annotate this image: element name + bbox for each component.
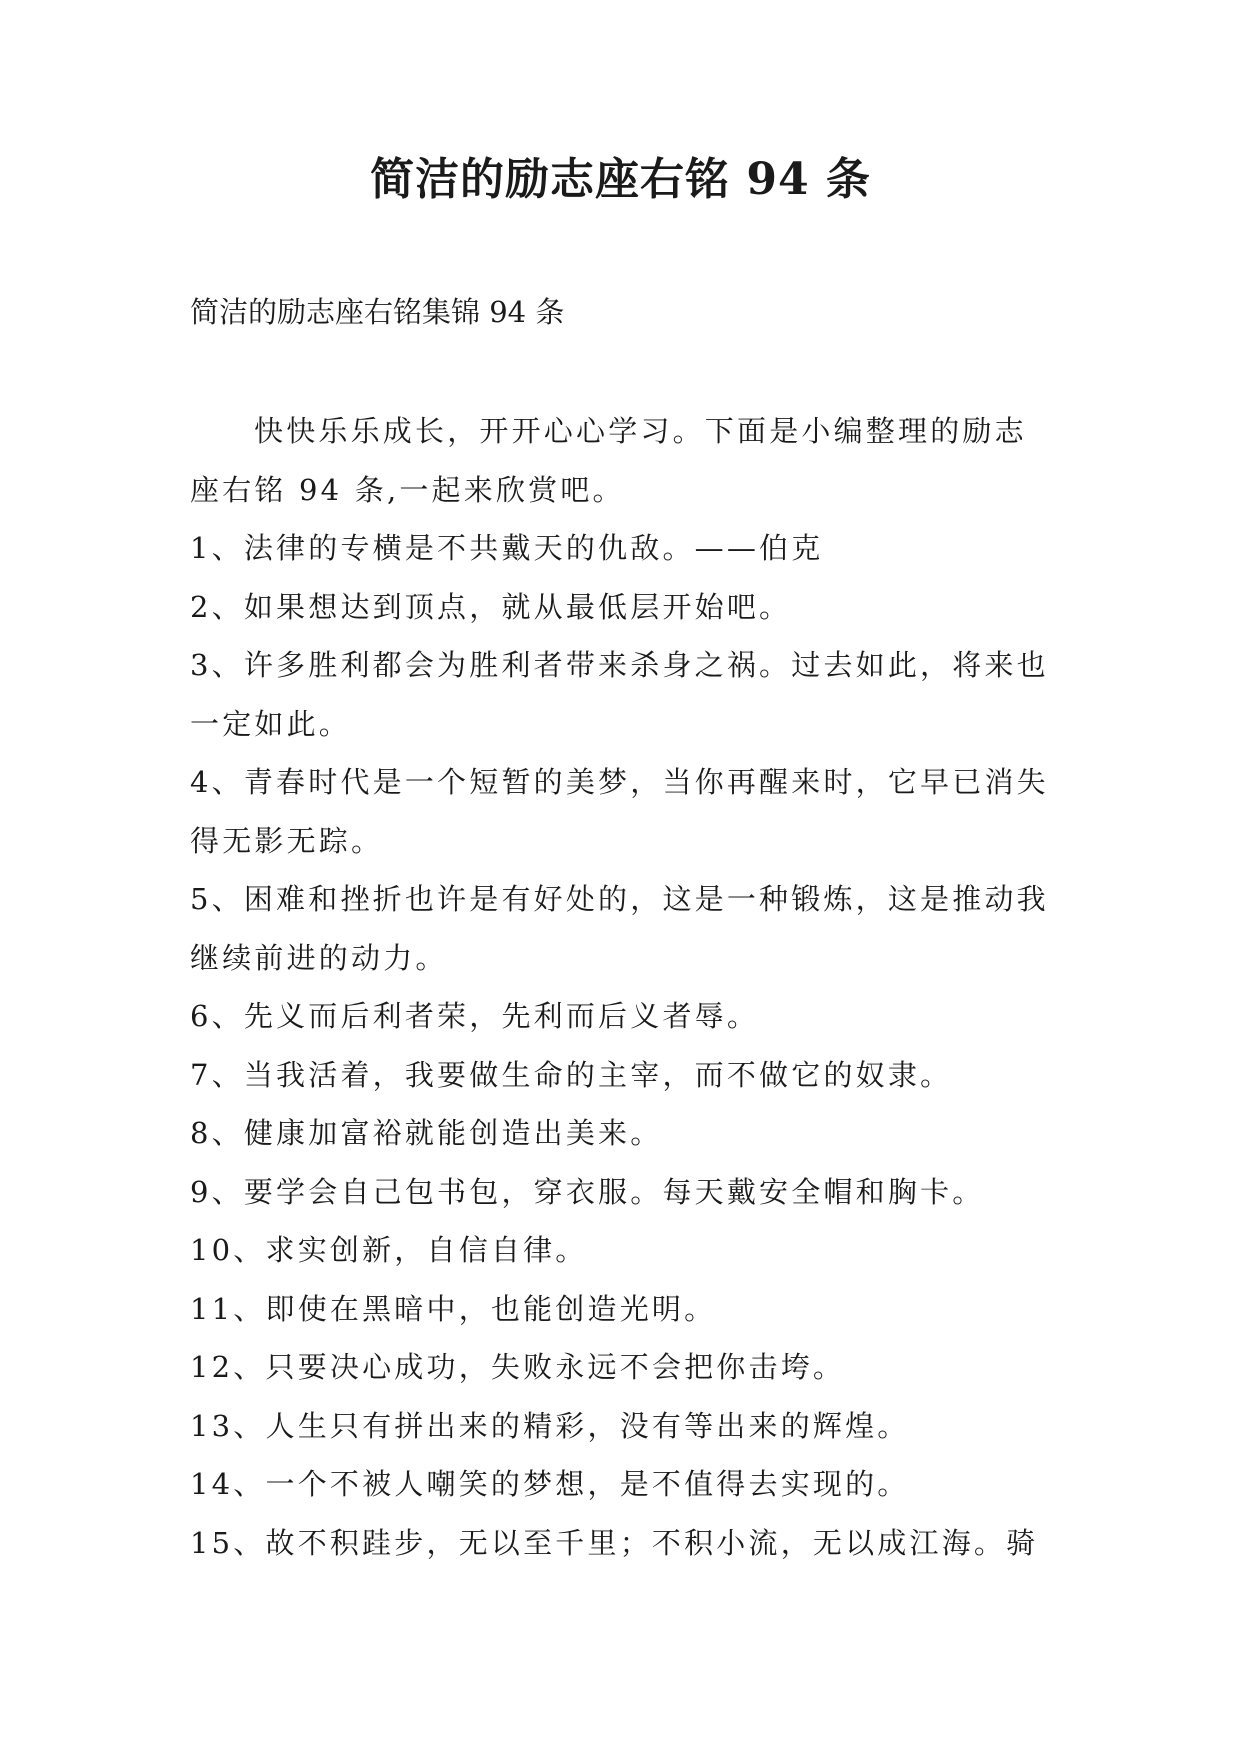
motto-item: 15、故不积跬步，无以至千里；不积小流，无以成江海。骑: [190, 1525, 1039, 1560]
motto-item: 1、法律的专横是不共戴天的仇敌。——伯克: [190, 531, 824, 565]
motto-item: 2、如果想达到顶点，就从最低层开始吧。: [190, 589, 792, 624]
motto-item: 9、要学会自己包书包，穿衣服。每天戴安全帽和胸卡。: [190, 1174, 985, 1209]
intro-paragraph: 快快乐乐成长，开开心心学习。下面是小编整理的励志座右铭 94 条,一起来欣赏吧。: [190, 414, 1027, 507]
motto-item: 3、许多胜利都会为胜利者带来杀身之祸。过去如此，将来也一定如此。: [190, 648, 1049, 741]
motto-item: 14、一个不被人嘲笑的梦想，是不值得去实现的。: [190, 1467, 910, 1501]
motto-item: 8、健康加富裕就能创造出美来。: [190, 1116, 663, 1150]
document-body: [190, 402, 1056, 1572]
motto-item: 10、求实创新，自信自律。: [190, 1233, 588, 1267]
motto-item: 11、即使在黑暗中，也能创造光明。: [190, 1291, 717, 1326]
document-title: 简洁的励志座右铭 94 条: [370, 154, 871, 205]
motto-item: 7、当我活着，我要做生命的主宰，而不做它的奴隶。: [190, 1057, 953, 1092]
motto-item: 13、人生只有拼出来的精彩，没有等出来的辉煌。: [190, 1408, 910, 1443]
motto-item: 6、先义而后利者荣，先利而后义者辱。: [190, 999, 760, 1033]
document-subtitle: 简洁的励志座右铭集锦 94 条: [190, 295, 565, 329]
motto-item: 4、青春时代是一个短暂的美梦，当你再醒来时，它早已消失得无影无踪。: [190, 765, 1049, 858]
motto-item: 12、只要决心成功，失败永远不会把你击垮。: [190, 1350, 846, 1384]
motto-item: 5、困难和挫折也许是有好处的，这是一种锻炼，这是推动我继续前进的动力。: [190, 882, 1049, 975]
